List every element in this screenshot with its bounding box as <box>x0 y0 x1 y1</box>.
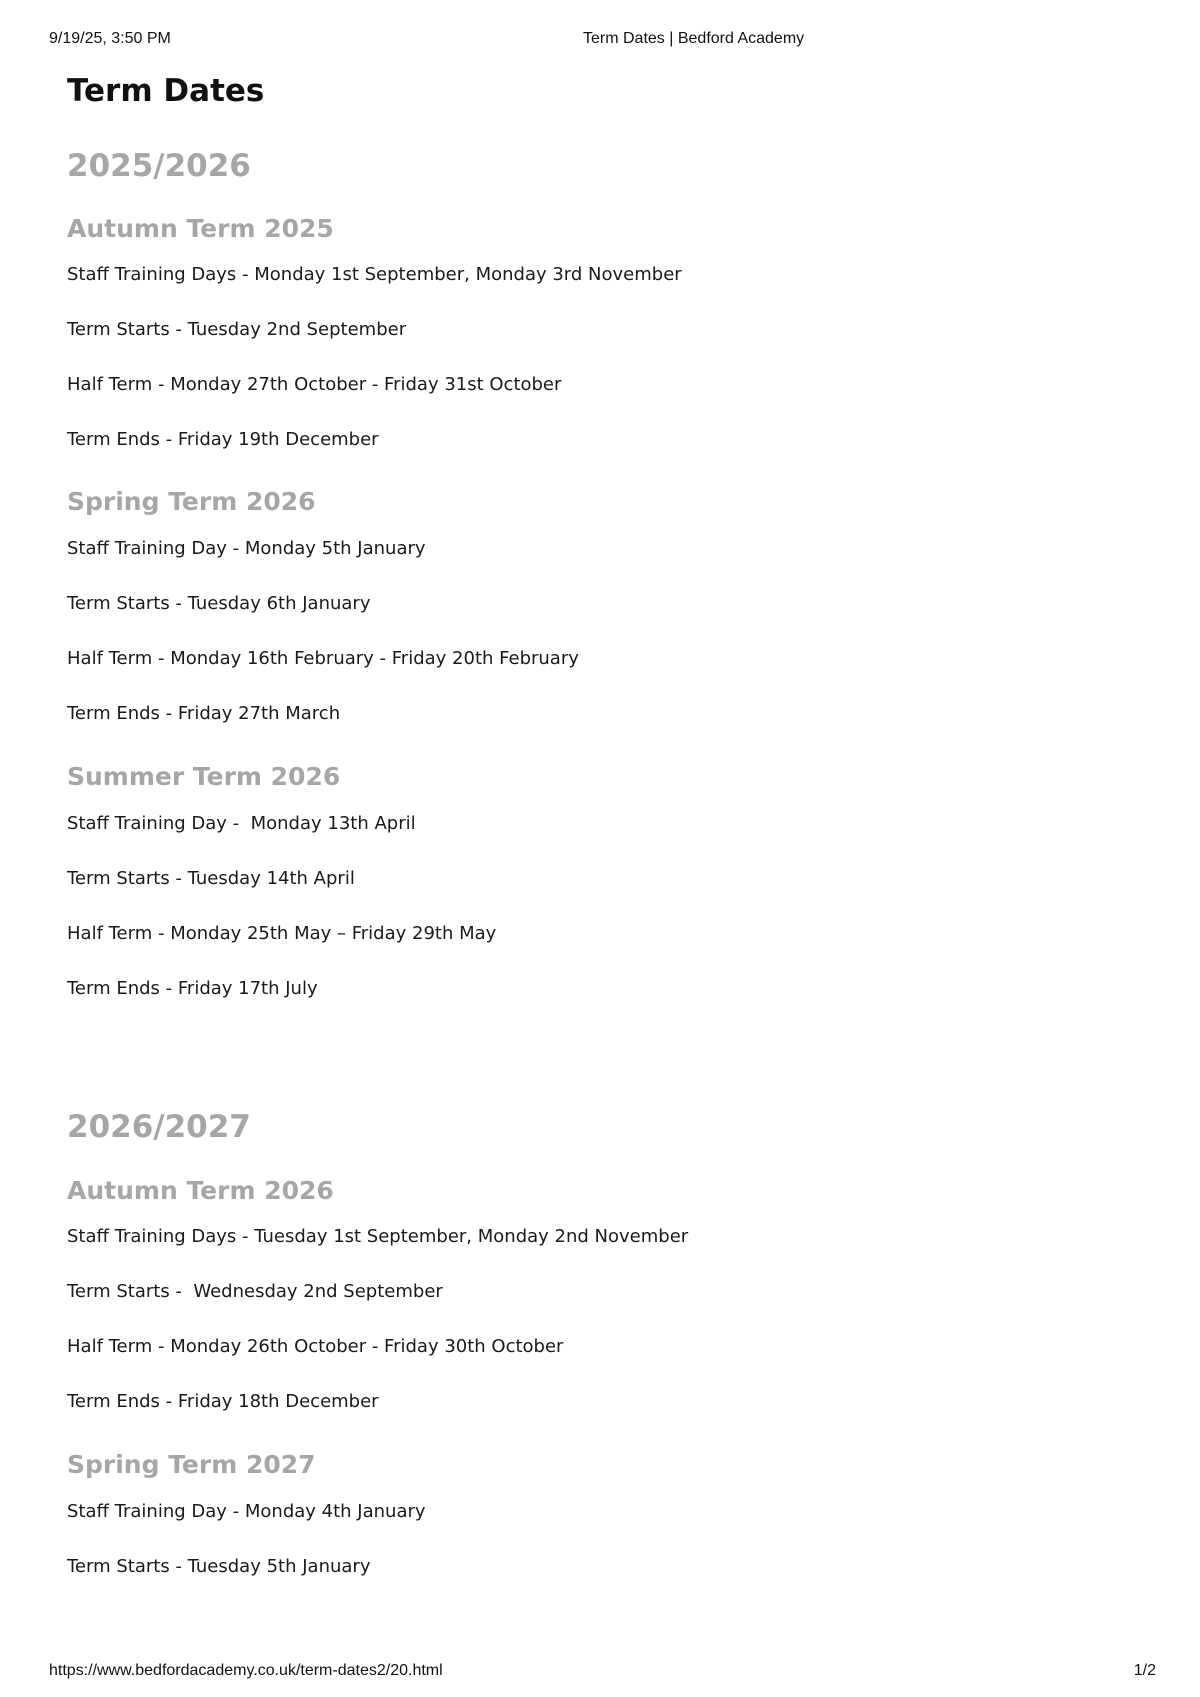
date-line: Staff Training Day - Monday 5th January <box>67 538 426 559</box>
date-line: Term Starts - Tuesday 14th April <box>67 868 355 889</box>
date-line: Term Starts - Tuesday 6th January <box>67 593 371 614</box>
date-line: Staff Training Day - Monday 13th April <box>67 813 416 834</box>
page-url-link[interactable]: https://www.bedfordacademy.co.uk/term-dates2/20.html <box>49 1662 443 1679</box>
term-heading-autumn-2025: Autumn Term 2025 <box>67 214 334 243</box>
term-heading-spring-2026: Spring Term 2026 <box>67 487 316 516</box>
date-line: Term Starts - Wednesday 2nd September <box>67 1281 443 1302</box>
date-line: Half Term - Monday 26th October - Friday 30th October <box>67 1336 564 1357</box>
date-line: Term Starts - Tuesday 2nd September <box>67 319 407 340</box>
date-line: Half Term - Monday 25th May – Friday 29th May <box>67 923 497 944</box>
date-line: Half Term - Monday 27th October - Friday 31st October <box>67 374 562 395</box>
date-line: Term Ends - Friday 18th December <box>67 1391 379 1412</box>
print-header <box>0 30 1200 52</box>
date-line: Staff Training Days - Tuesday 1st September, Monday 2nd November <box>67 1226 689 1247</box>
print-page-title: Term Dates | Bedford Academy <box>583 30 805 47</box>
term-heading-summer-2026: Summer Term 2026 <box>67 762 341 791</box>
print-footer <box>0 1662 1200 1684</box>
date-line: Term Starts - Tuesday 5th January <box>67 1556 371 1577</box>
page-title: Term Dates <box>67 73 265 109</box>
term-heading-spring-2027: Spring Term 2027 <box>67 1450 316 1479</box>
term-heading-autumn-2026: Autumn Term 2026 <box>67 1176 334 1205</box>
print-datetime: 9/19/25, 3:50 PM <box>49 30 171 47</box>
date-line: Term Ends - Friday 19th December <box>67 429 379 450</box>
date-line: Term Ends - Friday 27th March <box>67 703 341 724</box>
date-line: Term Ends - Friday 17th July <box>67 978 318 999</box>
date-line: Staff Training Day - Monday 4th January <box>67 1501 426 1522</box>
date-line: Half Term - Monday 16th February - Friday 20th February <box>67 648 579 669</box>
page-number: 1/2 <box>1133 1662 1156 1679</box>
year-heading-2025-2026: 2025/2026 <box>67 148 251 184</box>
year-heading-2026-2027: 2026/2027 <box>67 1109 251 1145</box>
date-line: Staff Training Days - Monday 1st September, Monday 3rd November <box>67 264 682 285</box>
